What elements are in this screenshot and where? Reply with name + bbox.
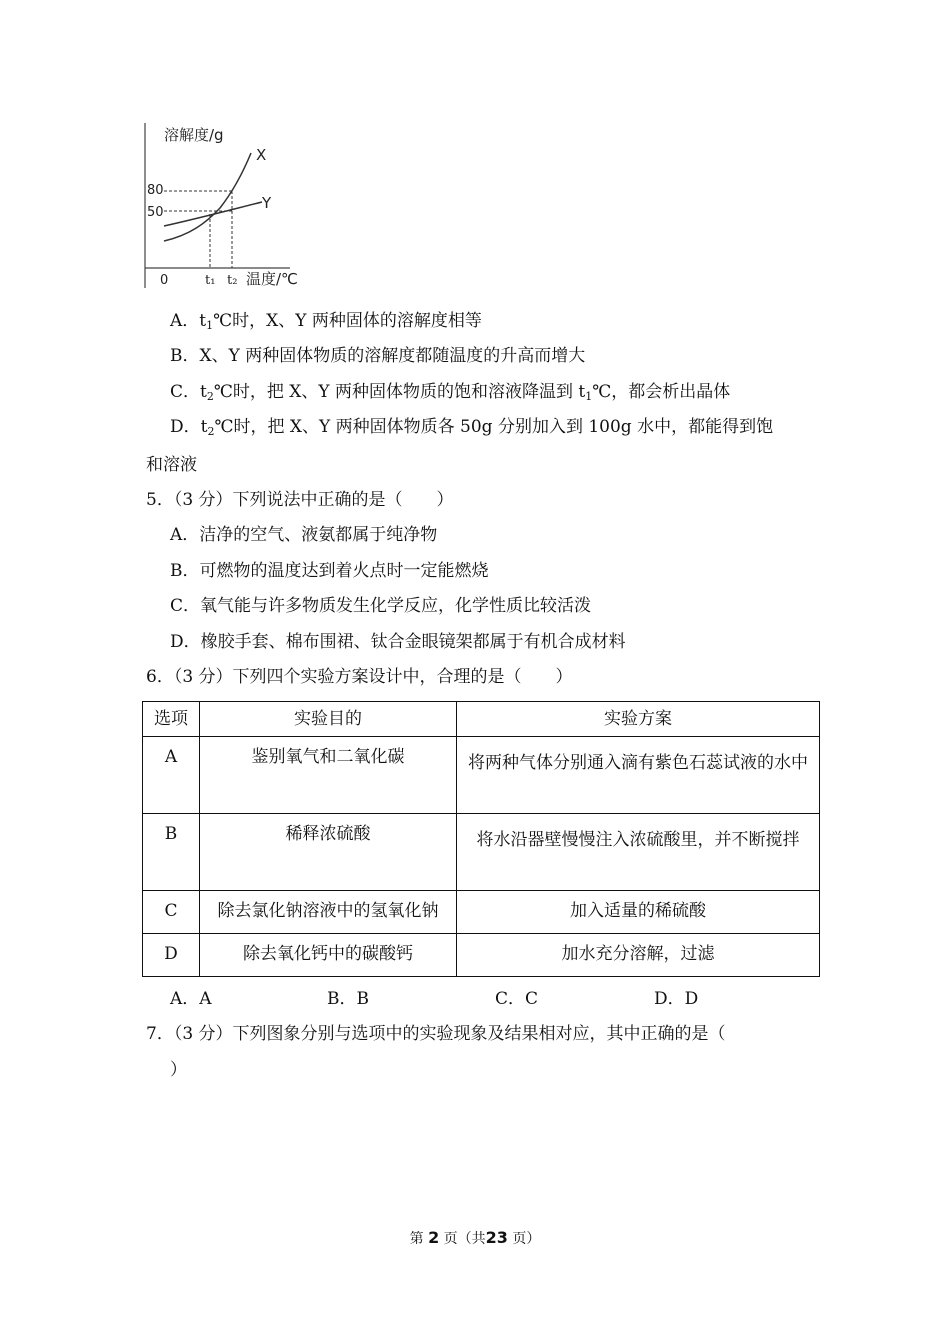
curve-x bbox=[164, 153, 251, 241]
x-tick-t1: t₁ bbox=[205, 273, 216, 288]
q4-option-c: C．$t_2℃$时，把 X、Y 两种固体物质的饱和溶液降温到 $t_1℃$，都会析出晶体 bbox=[170, 382, 731, 403]
q6-answer-d: D．D bbox=[654, 989, 699, 1009]
row-method: 将两种气体分别通入滴有紫色石蕊试液的水中 bbox=[457, 737, 820, 814]
row-purpose: 鉴别氧气和二氧化碳 bbox=[200, 737, 457, 814]
total-pages: 23 bbox=[485, 1228, 508, 1247]
x-axis-label: 温度/℃ bbox=[246, 270, 298, 288]
q6-answer-a: A．A bbox=[170, 989, 212, 1009]
row-purpose: 除去氯化钠溶液中的氢氧化钠 bbox=[200, 891, 457, 934]
q5-stem: 5．（3 分）下列说法中正确的是（ ） bbox=[146, 490, 454, 510]
row-purpose: 稀释浓硫酸 bbox=[200, 814, 457, 891]
table-row bbox=[143, 934, 820, 977]
solubility-graph bbox=[140, 118, 320, 293]
row-method: 加水充分溶解，过滤 bbox=[457, 934, 820, 977]
table-header-row bbox=[143, 702, 820, 737]
footer-pre: 第 bbox=[409, 1231, 424, 1247]
q4-option-d-continued: 和溶液 bbox=[146, 455, 197, 475]
q6-stem: 6．（3 分）下列四个实验方案设计中，合理的是（ ） bbox=[146, 667, 573, 687]
y-tick-50: 50 bbox=[147, 205, 164, 220]
q7-stem: 7．（3 分）下列图象分别与选项中的实验现象及结果相对应，其中正确的是（ bbox=[146, 1024, 726, 1044]
q5-option-d: D．橡胶手套、棉布围裙、钛合金眼镜架都属于有机合成材料 bbox=[170, 632, 626, 652]
q5-option-c: C．氧气能与许多物质发生化学反应，化学性质比较活泼 bbox=[170, 596, 592, 616]
x-tick-t2: t₂ bbox=[227, 273, 238, 288]
table-row bbox=[143, 737, 820, 814]
q7-stem-end: ） bbox=[170, 1060, 187, 1080]
row-option: C bbox=[143, 891, 200, 934]
table-row bbox=[143, 891, 820, 934]
y-tick-80: 80 bbox=[147, 183, 164, 198]
q6-answer-b: B．B bbox=[327, 989, 369, 1009]
q4-option-b: B．X、Y 两种固体物质的溶解度都随温度的升高而增大 bbox=[170, 346, 586, 366]
row-purpose: 除去氧化钙中的碳酸钙 bbox=[200, 934, 457, 977]
q6-answer-c: C．C bbox=[495, 989, 539, 1009]
footer-post: 页） bbox=[512, 1231, 541, 1247]
q5-option-b: B．可燃物的温度达到着火点时一定能燃烧 bbox=[170, 561, 489, 581]
experiment-table bbox=[142, 701, 820, 977]
footer-mid: 页（共 bbox=[443, 1231, 486, 1247]
y-axis-label: 溶解度/g bbox=[164, 126, 224, 144]
header-option: 选项 bbox=[143, 702, 200, 737]
row-option: A bbox=[143, 737, 200, 814]
curve-y bbox=[164, 202, 262, 226]
header-method: 实验方案 bbox=[457, 702, 820, 737]
origin-label: 0 bbox=[160, 273, 169, 288]
row-method: 将水沿器壁慢慢注入浓硫酸里，并不断搅拌 bbox=[457, 814, 820, 891]
page-number: 2 bbox=[428, 1228, 440, 1247]
header-purpose: 实验目的 bbox=[200, 702, 457, 737]
row-method: 加入适量的稀硫酸 bbox=[457, 891, 820, 934]
q5-option-a: A．洁净的空气、液氨都属于纯净物 bbox=[170, 525, 438, 545]
row-option: B bbox=[143, 814, 200, 891]
row-option: D bbox=[143, 934, 200, 977]
table-row bbox=[143, 814, 820, 891]
x-series-label: X bbox=[256, 146, 267, 164]
q4-option-a: A．$t_1℃$时，X、Y 两种固体的溶解度相等 bbox=[170, 311, 482, 332]
q4-option-d: D．$t_2℃$时，把 X、Y 两种固体物质各 50g 分别加入到 100g 水中，都能得到饱 bbox=[170, 417, 774, 438]
y-series-label: Y bbox=[262, 194, 272, 212]
page-footer bbox=[0, 1228, 950, 1248]
